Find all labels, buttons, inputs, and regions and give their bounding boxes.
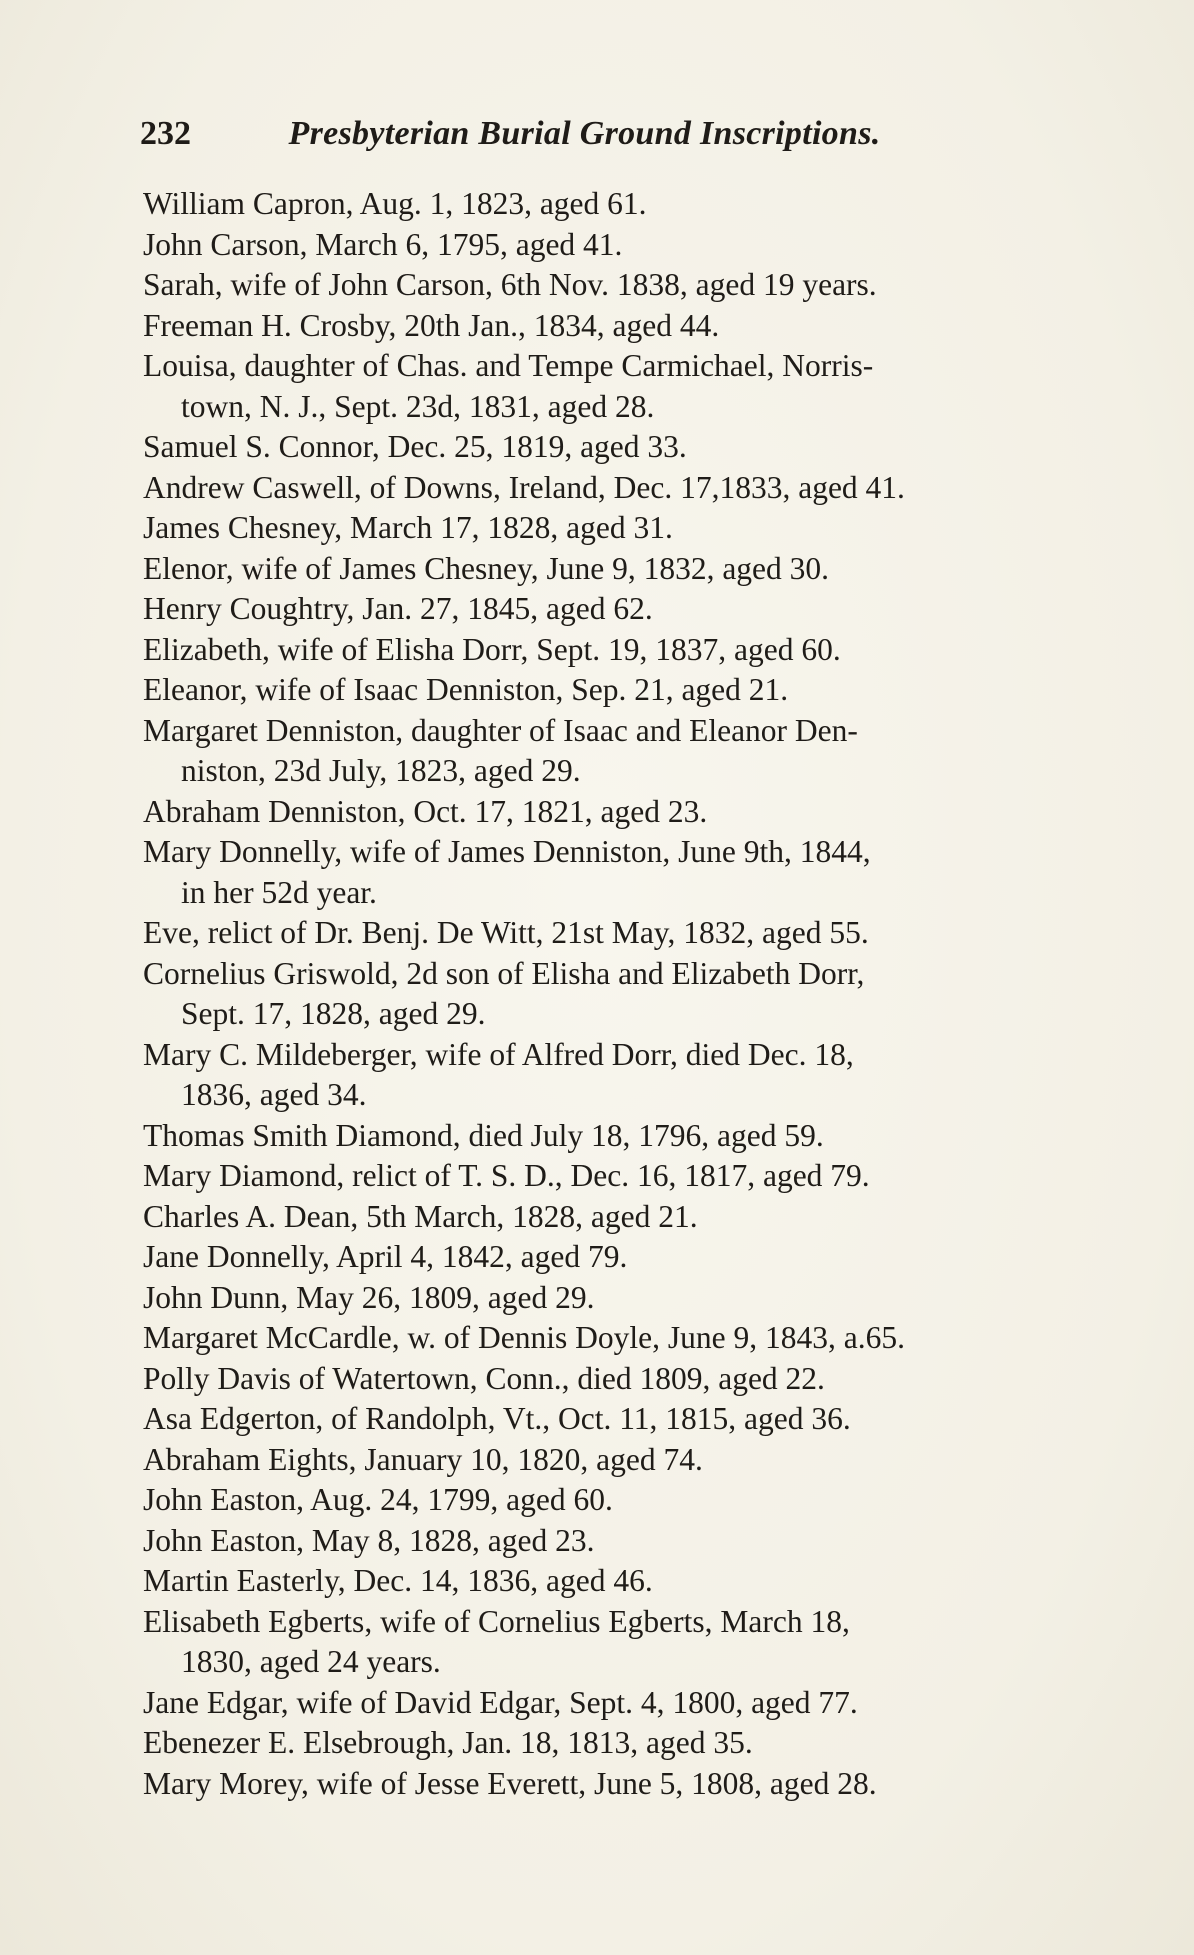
inscription-line: John Carson, March 6, 1795, aged 41. (143, 226, 623, 262)
inscription-line: Martin Easterly, Dec. 14, 1836, aged 46. (143, 1563, 653, 1598)
inscription-entry (143, 1035, 1143, 1116)
inscription-entry (143, 508, 1143, 549)
inscription-entry (143, 1278, 1143, 1319)
inscription-line: Charles A. Dean, 5th March, 1828, aged 21. (143, 1198, 698, 1234)
inscription-line: Polly Davis of Watertown, Conn., died 1809, aged 22. (143, 1360, 825, 1396)
inscription-line: Andrew Caswell, of Downs, Ireland, Dec. 17,1833, aged 41. (143, 469, 905, 505)
inscription-entry (143, 1440, 1143, 1481)
inscription-line: Eleanor, wife of Isaac Denniston, Sep. 21, aged 21. (143, 672, 789, 707)
inscription-line: Abraham Denniston, Oct. 17, 1821, aged 23. (143, 793, 708, 829)
inscription-entry (143, 265, 1143, 306)
inscription-line: Margaret Denniston, daughter of Isaac and Eleanor Den- (143, 712, 858, 748)
inscription-entry (143, 1359, 1143, 1400)
inscription-continuation-line: 1830, aged 24 years. (181, 1644, 441, 1679)
inscription-line: Freeman H. Crosby, 20th Jan., 1834, aged 44. (143, 307, 720, 343)
inscription-line: Sarah, wife of John Carson, 6th Nov. 1838, aged 19 years. (143, 267, 877, 302)
inscription-entry (143, 1723, 1143, 1764)
inscription-line: William Capron, Aug. 1, 1823, aged 61. (143, 186, 647, 221)
inscription-line: Asa Edgerton, of Randolph, Vt., Oct. 11, 1815, aged 36. (143, 1401, 851, 1436)
inscription-continuation-line: in her 52d year. (181, 874, 377, 910)
inscription-entry (143, 954, 1143, 1035)
inscription-entry (143, 184, 1143, 225)
inscription-line: Louisa, daughter of Chas. and Tempe Carmichael, Norris- (143, 348, 874, 383)
inscription-line: James Chesney, March 17, 1828, aged 31. (143, 510, 673, 545)
running-title: Presbyterian Burial Ground Inscriptions. (288, 115, 881, 152)
inscription-entry (143, 630, 1143, 671)
inscription-line: Mary Diamond, relict of T. S. D., Dec. 16, 1817, aged 79. (143, 1158, 870, 1193)
inscription-line: Cornelius Griswold, 2d son of Elisha and Elizabeth Dorr, (143, 955, 865, 991)
inscription-entry (143, 913, 1143, 954)
inscription-line: Elizabeth, wife of Elisha Dorr, Sept. 19, 1837, aged 60. (143, 631, 841, 667)
inscription-continuation-line: Sept. 17, 1828, aged 29. (181, 996, 486, 1031)
inscription-line: Jane Edgar, wife of David Edgar, Sept. 4, 1800, aged 77. (143, 1684, 858, 1720)
inscription-continuation-line: town, N. J., Sept. 23d, 1831, aged 28. (181, 388, 655, 424)
running-header (140, 110, 1100, 158)
inscription-entry (143, 1561, 1143, 1602)
inscription-entry (143, 832, 1143, 913)
inscription-continuation-line: 1836, aged 34. (181, 1077, 367, 1112)
inscription-line: Abraham Eights, January 10, 1820, aged 74. (143, 1441, 703, 1477)
inscription-entry (143, 1237, 1143, 1278)
inscription-entry (143, 1156, 1143, 1197)
inscription-line: Eve, relict of Dr. Benj. De Witt, 21st May, 1832, aged 55. (143, 915, 869, 950)
inscription-entry (143, 1318, 1143, 1359)
inscription-line: Mary Morey, wife of Jesse Everett, June 5, 1808, aged 28. (143, 1765, 877, 1801)
inscription-entry (143, 468, 1143, 509)
inscription-line: John Easton, Aug. 24, 1799, aged 60. (143, 1482, 613, 1517)
inscription-entry (143, 1116, 1143, 1157)
inscription-entry (143, 1683, 1143, 1724)
inscription-entry (143, 670, 1143, 711)
inscription-entry (143, 589, 1143, 630)
inscription-line: Samuel S. Connor, Dec. 25, 1819, aged 33. (143, 429, 687, 464)
inscription-line: Ebenezer E. Elsebrough, Jan. 18, 1813, aged 35. (143, 1725, 753, 1760)
inscription-list (143, 184, 1143, 1804)
inscription-line: Thomas Smith Diamond, died July 18, 1796, aged 59. (143, 1117, 824, 1153)
inscription-entry (143, 711, 1143, 792)
inscription-line: Jane Donnelly, April 4, 1842, aged 79. (143, 1239, 628, 1274)
inscription-entry (143, 1197, 1143, 1238)
inscription-entry (143, 1480, 1143, 1521)
inscription-entry (143, 1399, 1143, 1440)
inscription-entry (143, 225, 1143, 266)
inscription-entry (143, 1602, 1143, 1683)
inscription-line: John Easton, May 8, 1828, aged 23. (143, 1522, 595, 1558)
inscription-entry (143, 306, 1143, 347)
inscription-line: Mary C. Mildeberger, wife of Alfred Dorr, died Dec. 18, (143, 1036, 854, 1072)
inscription-entry (143, 792, 1143, 833)
inscription-line: Elisabeth Egberts, wife of Cornelius Egberts, March 18, (143, 1603, 850, 1639)
inscription-continuation-line: niston, 23d July, 1823, aged 29. (181, 753, 581, 788)
inscription-entry (143, 1521, 1143, 1562)
inscription-entry (143, 549, 1143, 590)
inscription-entry (143, 427, 1143, 468)
inscription-line: John Dunn, May 26, 1809, aged 29. (143, 1279, 595, 1315)
inscription-line: Henry Coughtry, Jan. 27, 1845, aged 62. (143, 591, 653, 626)
inscription-line: Margaret McCardle, w. of Dennis Doyle, June 9, 1843, a.65. (143, 1320, 905, 1355)
inscription-entry (143, 1764, 1143, 1805)
inscription-line: Elenor, wife of James Chesney, June 9, 1832, aged 30. (143, 550, 830, 586)
inscription-line: Mary Donnelly, wife of James Denniston, June 9th, 1844, (143, 834, 871, 869)
page-number: 232 (140, 115, 191, 152)
inscription-entry (143, 346, 1143, 427)
